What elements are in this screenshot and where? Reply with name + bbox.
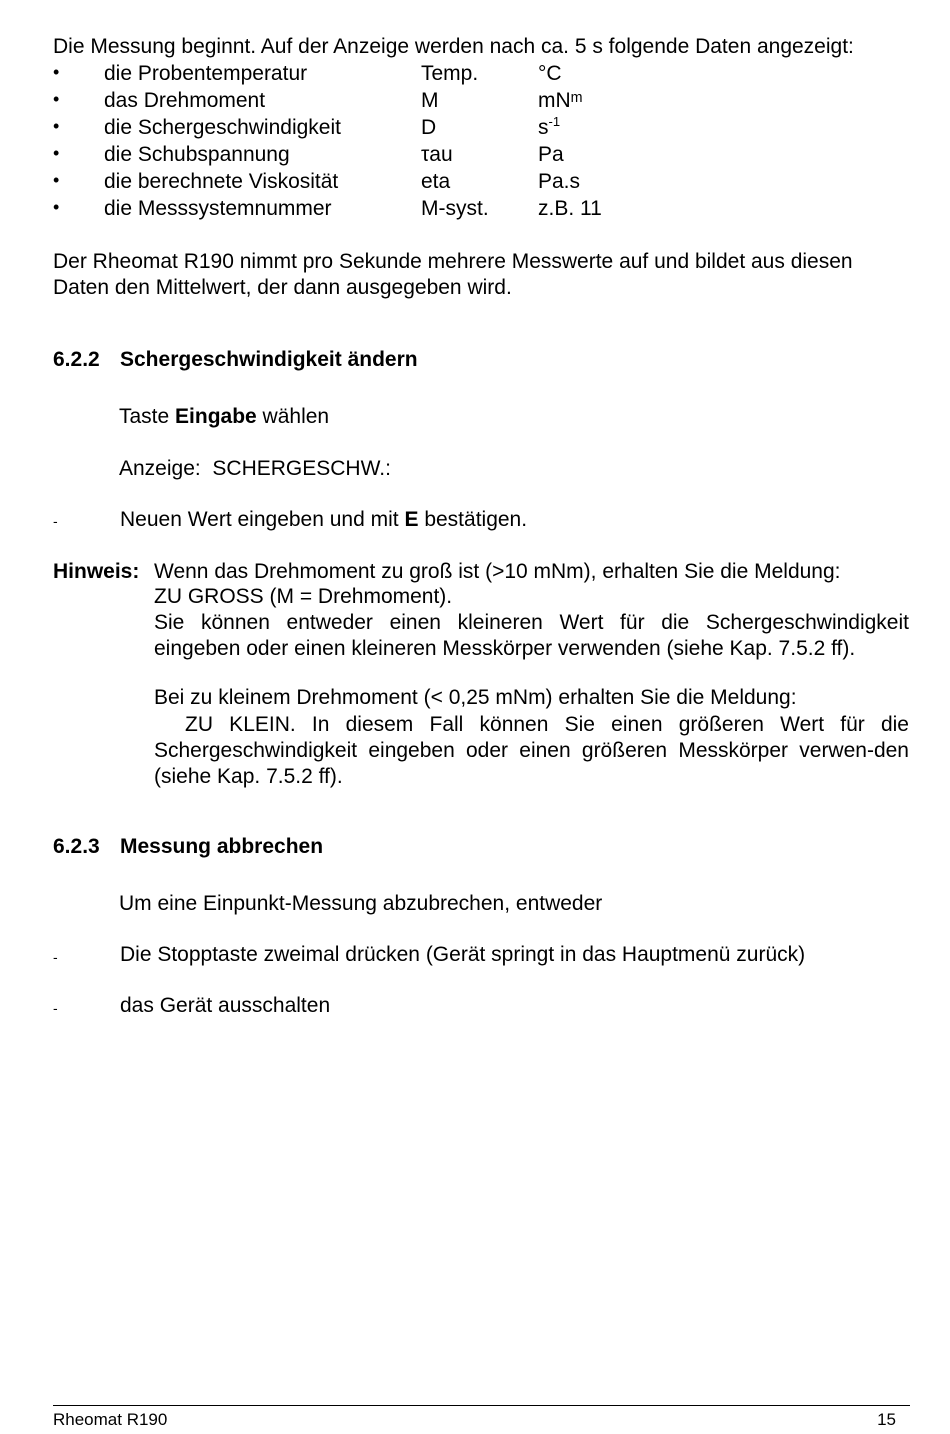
- section-title: Messung abbrechen: [120, 835, 324, 858]
- item-label: das Drehmoment: [104, 89, 266, 112]
- list-item: [53, 62, 910, 89]
- hinweis-paragraph-2: ZU KLEIN. In diesem Fall können Sie einen größeren Wert für die Schergeschwindigkeit eingeben oder einen größeren Messkörper verwen-den (siehe Kap. 7.5.2 ff).: [154, 713, 909, 788]
- intro-text: Die Messung beginnt. Auf der Anzeige werden nach ca. 5 s folgende Daten angezeigt:: [53, 35, 854, 58]
- footer-divider: [53, 1405, 910, 1406]
- list-item: [53, 116, 910, 143]
- step-text: Neuen Wert eingeben und mit: [120, 508, 405, 531]
- item-label: die berechnete Viskosität: [104, 170, 339, 193]
- hinweis-line-1: Wenn das Drehmoment zu groß ist (>10 mNm), erhalten Sie die Meldung:: [154, 560, 841, 583]
- bullet: •: [53, 170, 60, 190]
- list-item: [53, 197, 910, 224]
- page-number: 15: [877, 1410, 896, 1429]
- footer-title: Rheomat R190: [53, 1410, 168, 1429]
- item-unit: z.B. 11: [538, 197, 602, 220]
- item-label: die Schubspannung: [104, 143, 290, 166]
- step-text: bestätigen.: [418, 508, 528, 531]
- item-symbol: τau: [421, 143, 453, 166]
- key-name: E: [404, 508, 419, 531]
- bullet: •: [53, 62, 60, 82]
- item-unit: Pa.s: [538, 170, 581, 193]
- dash-marker: -: [53, 1000, 58, 1016]
- dash-marker: -: [53, 949, 58, 965]
- item-symbol: M-syst.: [421, 197, 489, 220]
- hinweis-label: [53, 560, 139, 584]
- bullet: •: [53, 116, 60, 136]
- bullet: •: [53, 143, 60, 163]
- option-ausschalten: das Gerät ausschalten: [120, 994, 331, 1017]
- hinweis-paragraph-2-line-1: Bei zu kleinem Drehmoment (< 0,25 mNm) erhalten Sie die Meldung:: [154, 686, 797, 709]
- key-name: Eingabe: [175, 405, 257, 428]
- dash-marker: -: [53, 513, 58, 529]
- step-text: Taste: [119, 405, 176, 428]
- unit-base: s: [538, 116, 549, 139]
- option-stopptaste: Die Stopptaste zweimal drücken (Gerät springt in das Hauptmenü zurück): [120, 943, 806, 966]
- section-title: Schergeschwindigkeit ändern: [120, 348, 418, 371]
- bullet: •: [53, 89, 60, 109]
- abbrechen-intro: Um eine Einpunkt-Messung abzubrechen, entweder: [119, 892, 603, 915]
- section-number: 6.2.3: [53, 835, 100, 858]
- item-symbol: D: [421, 116, 437, 139]
- step-eingabe: [119, 405, 329, 429]
- step-text: wählen: [256, 405, 330, 428]
- step-enter-value: [120, 508, 527, 532]
- hinweis-label-text: Hinweis:: [53, 560, 140, 583]
- item-unit: °C: [538, 62, 562, 85]
- display-line: Anzeige: SCHERGESCHW.:: [119, 457, 391, 480]
- item-label: die Schergeschwindigkeit: [104, 116, 341, 139]
- paragraph-mittelwert: Der Rheomat R190 nimmt pro Sekunde mehrere Messwerte auf und bildet aus diesen Daten den Mittelwert, der dann ausgegeben wird.: [53, 250, 853, 299]
- list-item: [53, 89, 910, 116]
- list-item: [53, 143, 910, 170]
- list-item: [53, 170, 910, 197]
- item-label: die Probentemperatur: [104, 62, 308, 85]
- unit-exponent: -1: [548, 114, 561, 129]
- item-unit: [538, 116, 560, 140]
- item-unit: mNᵐ: [538, 89, 583, 112]
- bullet: •: [53, 197, 60, 217]
- item-unit: Pa: [538, 143, 564, 166]
- section-number: 6.2.2: [53, 348, 100, 371]
- item-label: die Messsystemnummer: [104, 197, 332, 220]
- item-symbol: eta: [421, 170, 451, 193]
- hinweis-line-2: ZU GROSS (M = Drehmoment).: [154, 585, 453, 608]
- item-symbol: M: [421, 89, 439, 112]
- item-symbol: Temp.: [421, 62, 479, 85]
- hinweis-paragraph: Sie können entweder einen kleineren Wert für die Schergeschwindigkeit eingeben oder einen kleineren Messkörper verwenden (siehe Kap. 7.5.2 ff).: [154, 611, 909, 660]
